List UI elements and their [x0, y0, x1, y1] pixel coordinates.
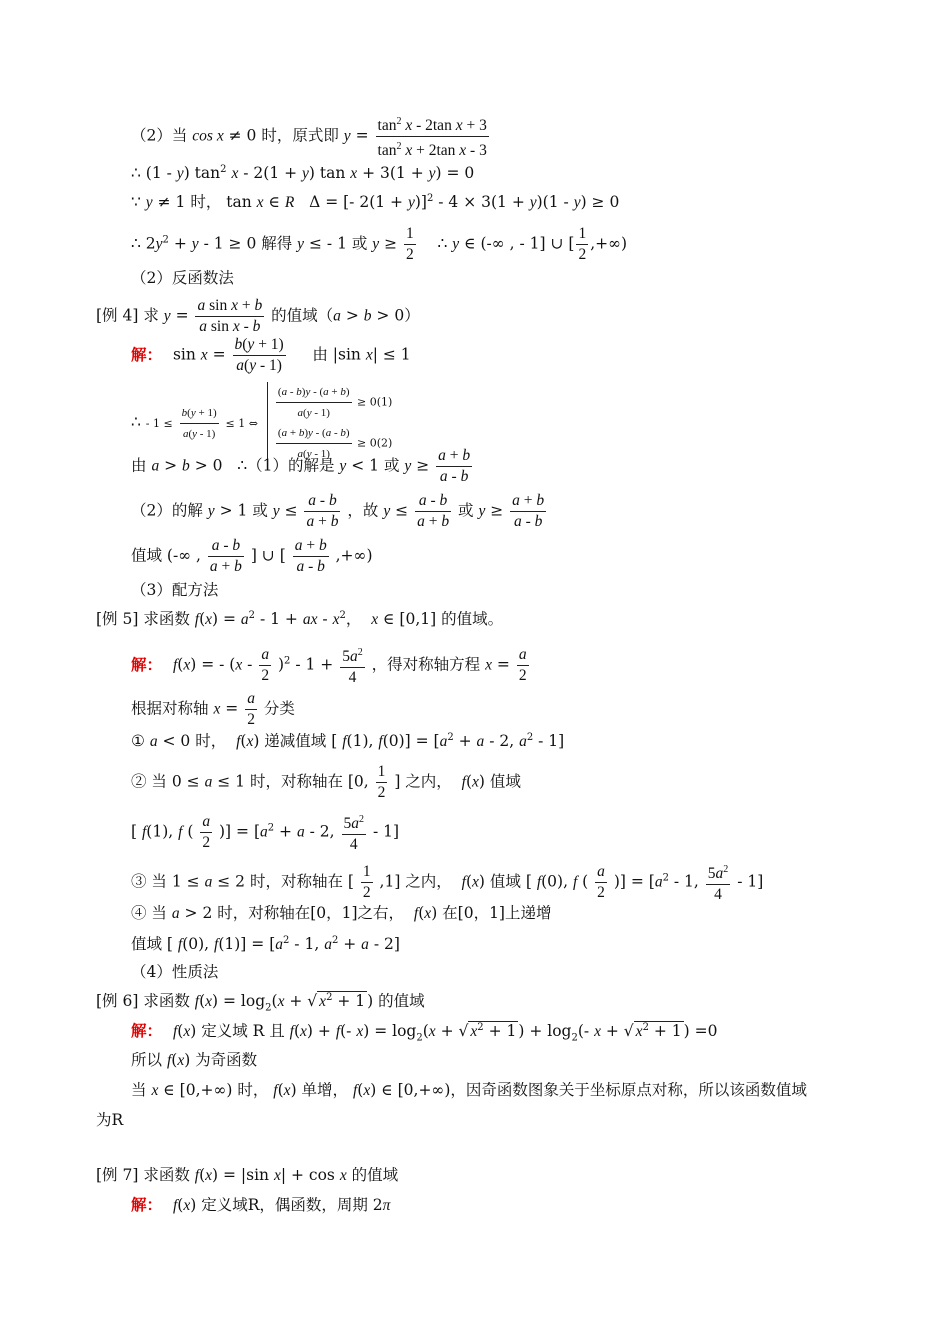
text-line: [例 4] 求 y = $\frac{\text{a sin x + b}}{\text{a sin x - b}}$ 的值域（a > b > 0） [96, 297, 420, 335]
text-line: 解： sin x = $\frac{b(y + 1)}{a(y - 1)}$ 由 |sin x| ≤ 1 [131, 336, 411, 374]
example-label: [例 5] [96, 610, 139, 629]
text-line: 解： f(x) 定义域R，偶函数，周期 2π [131, 1195, 391, 1214]
section-heading: （4）性质法 [131, 963, 219, 981]
example-label: [例 4] [96, 306, 139, 325]
text-line: 解： f(x) = - (x - $\frac{a}{2}$ )$^2$ - 1 + $\frac{5a^2}{4}$ ，得对称轴方程 x = $\frac{a}{2}$ [131, 643, 531, 688]
text-line: ① a < 0 时， f(x) 递减值域 [ f(1), $f(0)] = [a^2 + a - 2$, $a^2 - 1$] [131, 732, 565, 751]
text-line: ∴ $2y^2 + y - 1 \ge 0$ 解得 y ≤ - 1 或 y ≥ $\frac{1}{2}$ ∴ y ∈ (-∞ , - 1] ∪ [ $\frac{1}{2}$ ,+∞) [131, 225, 628, 263]
solve-label: 解： [131, 344, 163, 364]
solve-label: 解： [131, 1195, 163, 1214]
text-line: （2）的解 y > 1 或 y ≤ $\frac{a - b}{a + b}$ ，故 y ≤ $\frac{a - b}{a + b}$ 或 y ≥ $\frac{a + b}{a - b}$ [131, 492, 545, 530]
text-line: [例 6] 求函数 $f(x) = \log_2(x$ + √ $x^2 + 1$ ) 的值域 [96, 992, 425, 1014]
text-line: 根据对称轴 x = $\frac{a}{2}$ 分类 [131, 690, 295, 728]
text-line: ② 当 0 ≤ a ≤ 1 时，对称轴在 [0, $\frac{1}{2}$ ] 之内， f(x) 值域 [131, 763, 521, 801]
text-line: 值域 [ f(0), $f(1)] = [a^2 - 1$, $a^2 + a - 2$] [131, 935, 400, 954]
section-heading: （3）配方法 [131, 581, 219, 599]
text-line: 为R [96, 1111, 124, 1129]
text: 根据对称轴 [131, 699, 209, 718]
text-line: 由 a > b > 0 ∴（1）的解是 y < 1 或 y ≥ $\frac{a + b}{a - b}$ [131, 447, 471, 485]
text-line: ∴ - 1 ≤ $\frac{b(y + 1)}{a(y - 1)}$ ≤ 1 ⇔ $\frac{(a - b)y - (a + b)}{a(y - 1)}$ ≥ 0(1) $\frac{(a + b)y - (a - b)}{a(y - 1)}$ ≥ 0(2) [131, 382, 392, 464]
text-line: [ f(1), f ( $\frac{a}{2}$ )] = [$a^2 + a - 2$, $\frac{5a^2}{4}$ - 1] [131, 810, 399, 855]
text-line: 值域 (-∞ , $\frac{a - b}{a + b}$ ] ∪ [ $\frac{a + b}{a - b}$ ,+∞) [131, 537, 373, 575]
section-heading: （2）反函数法 [131, 269, 234, 287]
solve-label: 解： [131, 654, 163, 674]
text-line: 所以 f(x) 为奇函数 [131, 1051, 258, 1069]
text-line: 当 x ∈ [0,+∞) 时， f(x) 单增， f(x) ∈ [0,+∞)，因奇函数图象关于坐标原点对称，所以该函数值域 [131, 1081, 807, 1099]
text-line: ③ 当 1 ≤ a ≤ 2 时，对称轴在 [ $\frac{1}{2}$ ,1] 之内， f(x) 值域 [ f(0), f ( $\frac{a}{2}$ )] = [$a^2 - 1$, $\frac{5a^2}{4}$ - 1] [131, 860, 763, 905]
example-label: [例 7] [96, 1166, 139, 1184]
text-line: 解： f(x) 定义域 R 且 f(x) + f(- $x) = \log_2(x$ + √ $x^2 + 1$ ) + $\log_2(-$ x + √ $x^2 + 1$ ) =0 [131, 1021, 718, 1044]
text-line: [例 7] 求函数 f(x) = |sin x| + cos x 的值域 [96, 1166, 399, 1184]
text-line: ∵ y ≠ 1 时， tan x ∈ R Δ = [- 2(1 + y)]$^2$ - 4 × 3(1 + y)(1 - y) ≥ 0 [131, 193, 620, 212]
solve-label: 解： [131, 1021, 163, 1041]
text-line: （2）当 cos x ≠ 0 时，原式即 y = $\frac{\tan^2 x - 2\tan x + 3}{\tan^2 x + 2\tan x - 3}$ [131, 112, 491, 161]
example-label: [例 6] [96, 992, 139, 1011]
text-line: ∴ (1 - y) $\tan^2 x - 2(1 + y)$ tan x + 3(1 + y) = 0 [131, 164, 475, 183]
text-line: [例 5] 求函数 $f(x) = a^2 - 1$ + ax - $x^2$， x ∈ [0,1] 的值域。 [96, 610, 504, 629]
text-line: ④ 当 a > 2 时，对称轴在[0，1]之右， f(x) 在[0，1]上递增 [131, 904, 552, 922]
text: 定义域R，偶函数，周期 [201, 1196, 368, 1214]
